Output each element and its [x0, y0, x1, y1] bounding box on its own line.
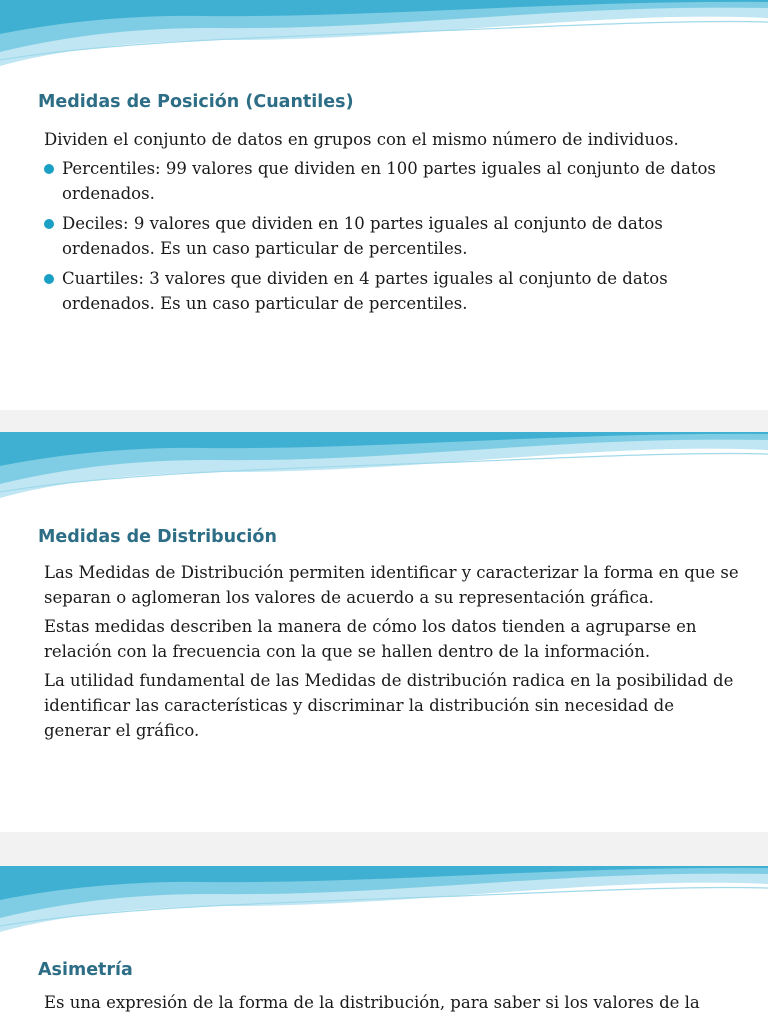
bullet-dot-icon — [44, 164, 54, 174]
paragraph: Las Medidas de Distribución permiten identificar y caracterizar la forma en que se separan o aglomeran los valores de acuerdo a su representación gráfica. — [44, 563, 739, 607]
slide-separator — [0, 832, 768, 866]
bullet-item — [44, 211, 744, 261]
bullet-item — [44, 266, 744, 316]
intro-text: Dividen el conjunto de datos en grupos con el mismo número de individuos. — [44, 130, 679, 149]
slide-body — [44, 560, 744, 747]
wave-header-decoration — [0, 0, 768, 72]
slide-body — [44, 127, 744, 321]
paragraph: Es una expresión de la forma de la distribución, para saber si los valores de la — [44, 993, 700, 1012]
slide-title: Asimetría — [38, 960, 133, 980]
slide-medidas-posicion — [0, 0, 768, 410]
wave-header-decoration — [0, 866, 768, 938]
bullet-dot-icon — [44, 219, 54, 229]
bullet-text: Cuartiles: 3 valores que dividen en 4 partes iguales al conjunto de datos ordenados. Es un caso particular de percentiles. — [62, 269, 668, 313]
paragraph: Estas medidas describen la manera de cómo los datos tienden a agruparse en relación con la frecuencia con la que se hallen dentro de la información. — [44, 617, 697, 661]
bullet-text: Percentiles: 99 valores que dividen en 100 partes iguales al conjunto de datos ordenados. — [62, 159, 716, 203]
bullet-text: Deciles: 9 valores que dividen en 10 partes iguales al conjunto de datos ordenados. Es un caso particular de percentiles. — [62, 214, 663, 258]
slide-title: Medidas de Posición (Cuantiles) — [38, 92, 354, 112]
slide-title: Medidas de Distribución — [38, 527, 277, 547]
slide-separator — [0, 410, 768, 432]
bullet-dot-icon — [44, 274, 54, 284]
bullet-item — [44, 156, 744, 206]
slide-medidas-distribucion — [0, 432, 768, 832]
wave-header-decoration — [0, 432, 768, 504]
slide-asimetria — [0, 866, 768, 1024]
slide-body — [44, 990, 744, 1019]
paragraph: La utilidad fundamental de las Medidas de distribución radica en la posibilidad de identificar las características y discriminar la distribución sin necesidad de generar el gráfico. — [44, 671, 734, 740]
